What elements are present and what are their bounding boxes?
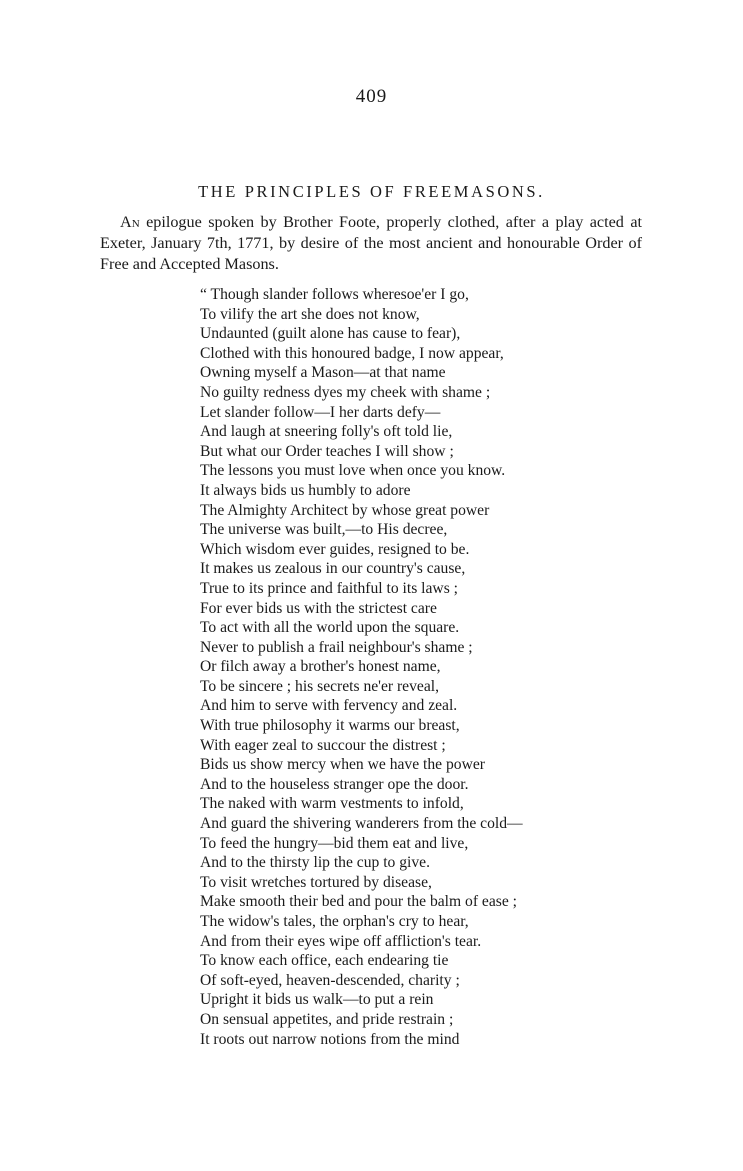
poem-line: To be sincere ; his secrets ne'er reveal, [200,677,439,695]
poem-line: To vilify the art she does not know, [200,305,420,323]
poem-line: To know each office, each endearing tie [200,952,449,970]
poem-line: Of soft-eyed, heaven-descended, charity ; [200,971,460,989]
poem-line: Upright it bids us walk—to put a rein [200,991,434,1009]
poem-line: On sensual appetites, and pride restrain ; [200,1010,454,1028]
poem-line: Let slander follow—I her darts defy— [200,403,441,421]
poem-line: It always bids us humbly to adore [200,481,411,499]
poem-line: It roots out narrow notions from the mind [200,1030,460,1048]
poem-line: Or filch away a brother's honest name, [200,658,441,676]
poem-line: Undaunted (guilt alone has cause to fear), [200,325,461,343]
poem-line: And to the thirsty lip the cup to give. [200,854,430,872]
poem-line: The Almighty Architect by whose great power [200,501,490,519]
poem-line: And laugh at sneering folly's oft told lie, [200,423,453,441]
poem-line: Bids us show mercy when we have the power [200,756,485,774]
poem-line: Clothed with this honoured badge, I now appear, [200,344,504,362]
poem-line: With true philosophy it warms our breast, [200,717,460,735]
poem-line: With eager zeal to succour the distrest ; [200,736,446,754]
poem-line: The widow's tales, the orphan's cry to hear, [200,913,469,930]
poem-line: But what our Order teaches I will show ; [200,442,454,460]
poem-line: Never to publish a frail neighbour's shame ; [200,638,473,656]
intro-text: epilogue spoken by Brother Foote, properly clothed, after a play acted at Exeter, January 7th, 1771, by desire of the most ancient and honourable Order of Free and Accepted Masons. [100,213,642,273]
poem-line: And from their eyes wipe off affliction's tear. [200,932,482,950]
poem-line: And guard the shivering wanderers from the cold— [200,815,523,833]
poem-line: The naked with warm vestments to infold, [200,795,464,813]
poem-line: To visit wretches tortured by disease, [200,873,432,891]
poem-line: Owning myself a Mason—at that name [200,364,446,382]
poem-line: The lessons you must love when once you know. [200,462,506,480]
poem-line: The universe was built,—to His decree, [200,521,448,539]
poem-line: To act with all the world upon the square. [200,619,460,637]
poem-line: True to its prince and faithful to its laws ; [200,579,458,597]
intro-lead-word: An [120,213,140,231]
poem-line: To feed the hungry—bid them eat and live, [200,834,469,852]
poem [200,285,523,1049]
poem-line: Make smooth their bed and pour the balm of ease ; [200,893,517,911]
poem-line: It makes us zealous in our country's cause, [200,560,466,578]
poem-line: For ever bids us with the strictest care [200,599,437,617]
poem-line: And to the houseless stranger ope the door. [200,775,469,793]
intro-paragraph [100,212,642,275]
poem-line: “ Though slander follows wheresoe'er I go, [200,286,469,303]
poem-line: Which wisdom ever guides, resigned to be. [200,540,470,558]
poem-line: No guilty redness dyes my cheek with shame ; [200,383,491,401]
page-number: 409 [355,86,388,107]
poem-line: And him to serve with fervency and zeal. [200,697,458,715]
chapter-title: THE PRINCIPLES OF FREEMASONS. [198,182,545,201]
